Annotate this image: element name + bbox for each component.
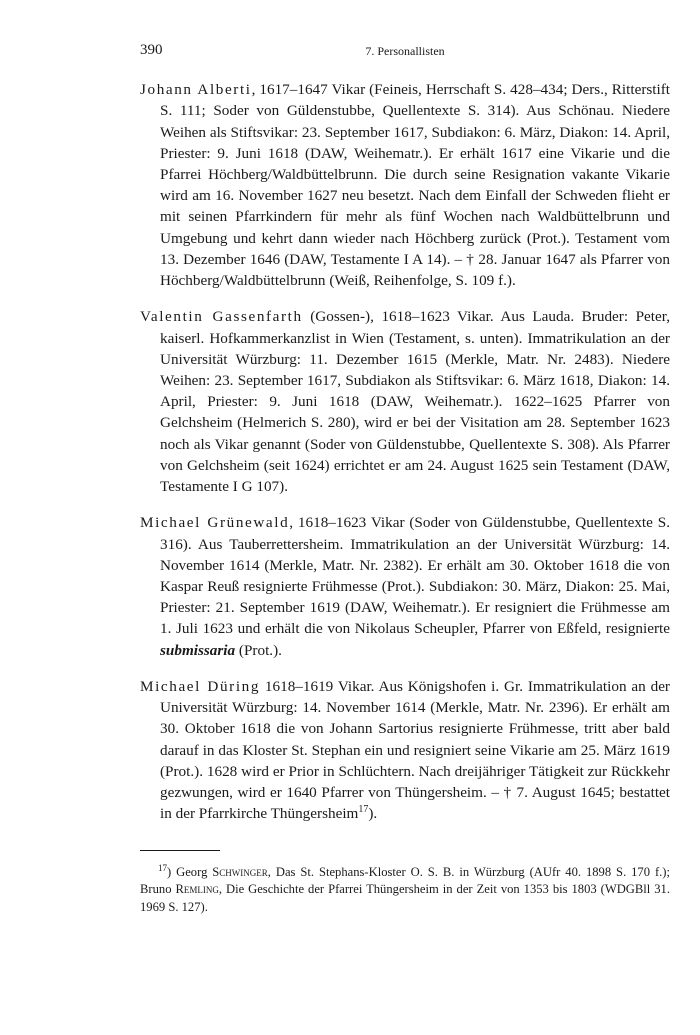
footnote-reference[interactable]: 17 xyxy=(358,804,369,816)
footnote-text: ) Georg xyxy=(167,865,213,880)
footnote-divider xyxy=(140,850,220,851)
entry-alberti xyxy=(140,79,670,291)
entry-name: Johann Alberti xyxy=(140,81,252,99)
footnote-author: Remling xyxy=(175,882,219,897)
footnote-text: , Das St. Stephans-Kloster O. S. B. in Würzburg (AUfr 40. 1898 S. 170 f.); Bruno xyxy=(140,865,670,897)
document-page xyxy=(140,40,670,929)
entry-text: , 1617–1647 Vikar (Feineis, Herrschaft S. 428–434; Ders., Ritterstift S. 111; Soder von Güldenstubbe, Quellentexte S. 314). Aus Schönau. Niedere Weihen als Stiftsvikar: 23. September 1617, Subdiakon: 6. März, Diakon: 14. April, Priester: 9. Juni 1618 (DAW, Weihematr.). Er erhält 1617 eine Vikarie und die Pfarrei Höchberg/Waldbüttelbrunn. Die durch seine Resignation vakante Vikarie wird am 16. November 1627 neu besetzt. Nach dem Einfall der Schweden flieht er mit seinen Pfarrkindern für mehr als fünf Wochen nach Waldbüttelbrunn und Umgebung und kehrt dann wieder nach Höchberg zurück (Prot.). Testament vom 13. Dezember 1646 (DAW, Testamente I A 14). – † 28. Januar 1647 als Pfarrer von Höchberg/Waldbüttelbrunn (Weiß, Reihenfolge, S. 109 f.). xyxy=(160,81,671,290)
footnote-number: 17 xyxy=(158,862,167,873)
entry-text: (Gossen-), 1618–1623 Vikar. Aus Lauda. Bruder: Peter, kaiserl. Hofkammerkanzlist in Wien (Testament, s. unten). Immatrikulation an der Universität Würzburg: 11. Dezember 1615 (Merkle, Matr. Nr. 2483). Niedere Weihen: 23. September 1617, Subdiakon als Stiftsvikar: 6. März 1618, Diakon: 14. April, Priester: 9. Juni 1618 (DAW, Weihematr.). 1622–1625 Pfarrer von Gelchsheim (Helmerich S. 280), wird er bei der Visitation am 28. September 1623 noch als Vikar genannt (Soder von Güldenstubbe, Quellentexte S. 308). Als Pfarrer von Gelchsheim (seit 1624) errichtet er am 24. August 1625 sein Testament (DAW, Testamente I G 107). xyxy=(160,308,670,496)
entry-gassenfarth xyxy=(140,306,670,497)
entry-text-end: (Prot.). xyxy=(235,641,282,659)
entry-emphasis: submissaria xyxy=(160,641,236,659)
entry-name: Valentin Gassenfarth xyxy=(140,308,303,326)
entry-duering xyxy=(140,676,670,824)
page-header xyxy=(140,40,670,64)
page-number: 390 xyxy=(140,42,163,58)
entry-text: , 1618–1623 Vikar (Soder von Güldenstubbe, Quellentexte S. 316). Aus Tauberrettersheim. Immatrikulation an der Universität Würzburg: 14. November 1614 (Merkle, Matr. Nr. 2382). Er erhält am 30. Oktober 1618 die von Kaspar Reuß resignierte Frühmesse (Prot.). Subdiakon: 30. März, Diakon: 25. Mai, Priester: 21. September 1619 (DAW, Weihematr.). Er resigniert die Frühmesse am 1. Juli 1623 und erhält die von Nikolaus Scheupler, Pfarrer von Eßfeld, resignierte xyxy=(160,514,670,638)
running-title: 7. Personallisten xyxy=(365,44,445,58)
entry-text: 1618–1619 Vikar. Aus Königshofen i. Gr. Immatrikulation an der Universität Würzburg: 14. November 1614 (Merkle, Matr. Nr. 2396). Er erhält am 30. Oktober 1618 die von Johann Sartorius resignierte Frühmesse, tritt aber bald darauf in das Kloster St. Stephan ein und resigniert seine Vikarie am 25. März 1619 (Prot.). 1628 wird er Prior in Schlüchtern. Nach dreijähriger Tätigkeit zur Rückkehr gezwungen, wird er 1640 Pfarrer von Thüngersheim. – † 7. August 1645; bestattet in der Pfarrkirche Thüngersheim xyxy=(160,678,670,823)
entry-name: Michael Düring xyxy=(140,678,261,696)
entry-name: Michael Grünewald xyxy=(140,514,290,532)
footnote-author: Schwinger xyxy=(212,865,268,880)
footnote-text: , Die Geschichte der Pfarrei Thüngersheim in der Zeit von 1353 bis 1803 (WDGBll 31. 1969 S. 127). xyxy=(140,882,670,914)
entry-text-end: ). xyxy=(368,805,378,823)
entry-gruenewald xyxy=(140,512,670,660)
footnote xyxy=(140,864,670,916)
